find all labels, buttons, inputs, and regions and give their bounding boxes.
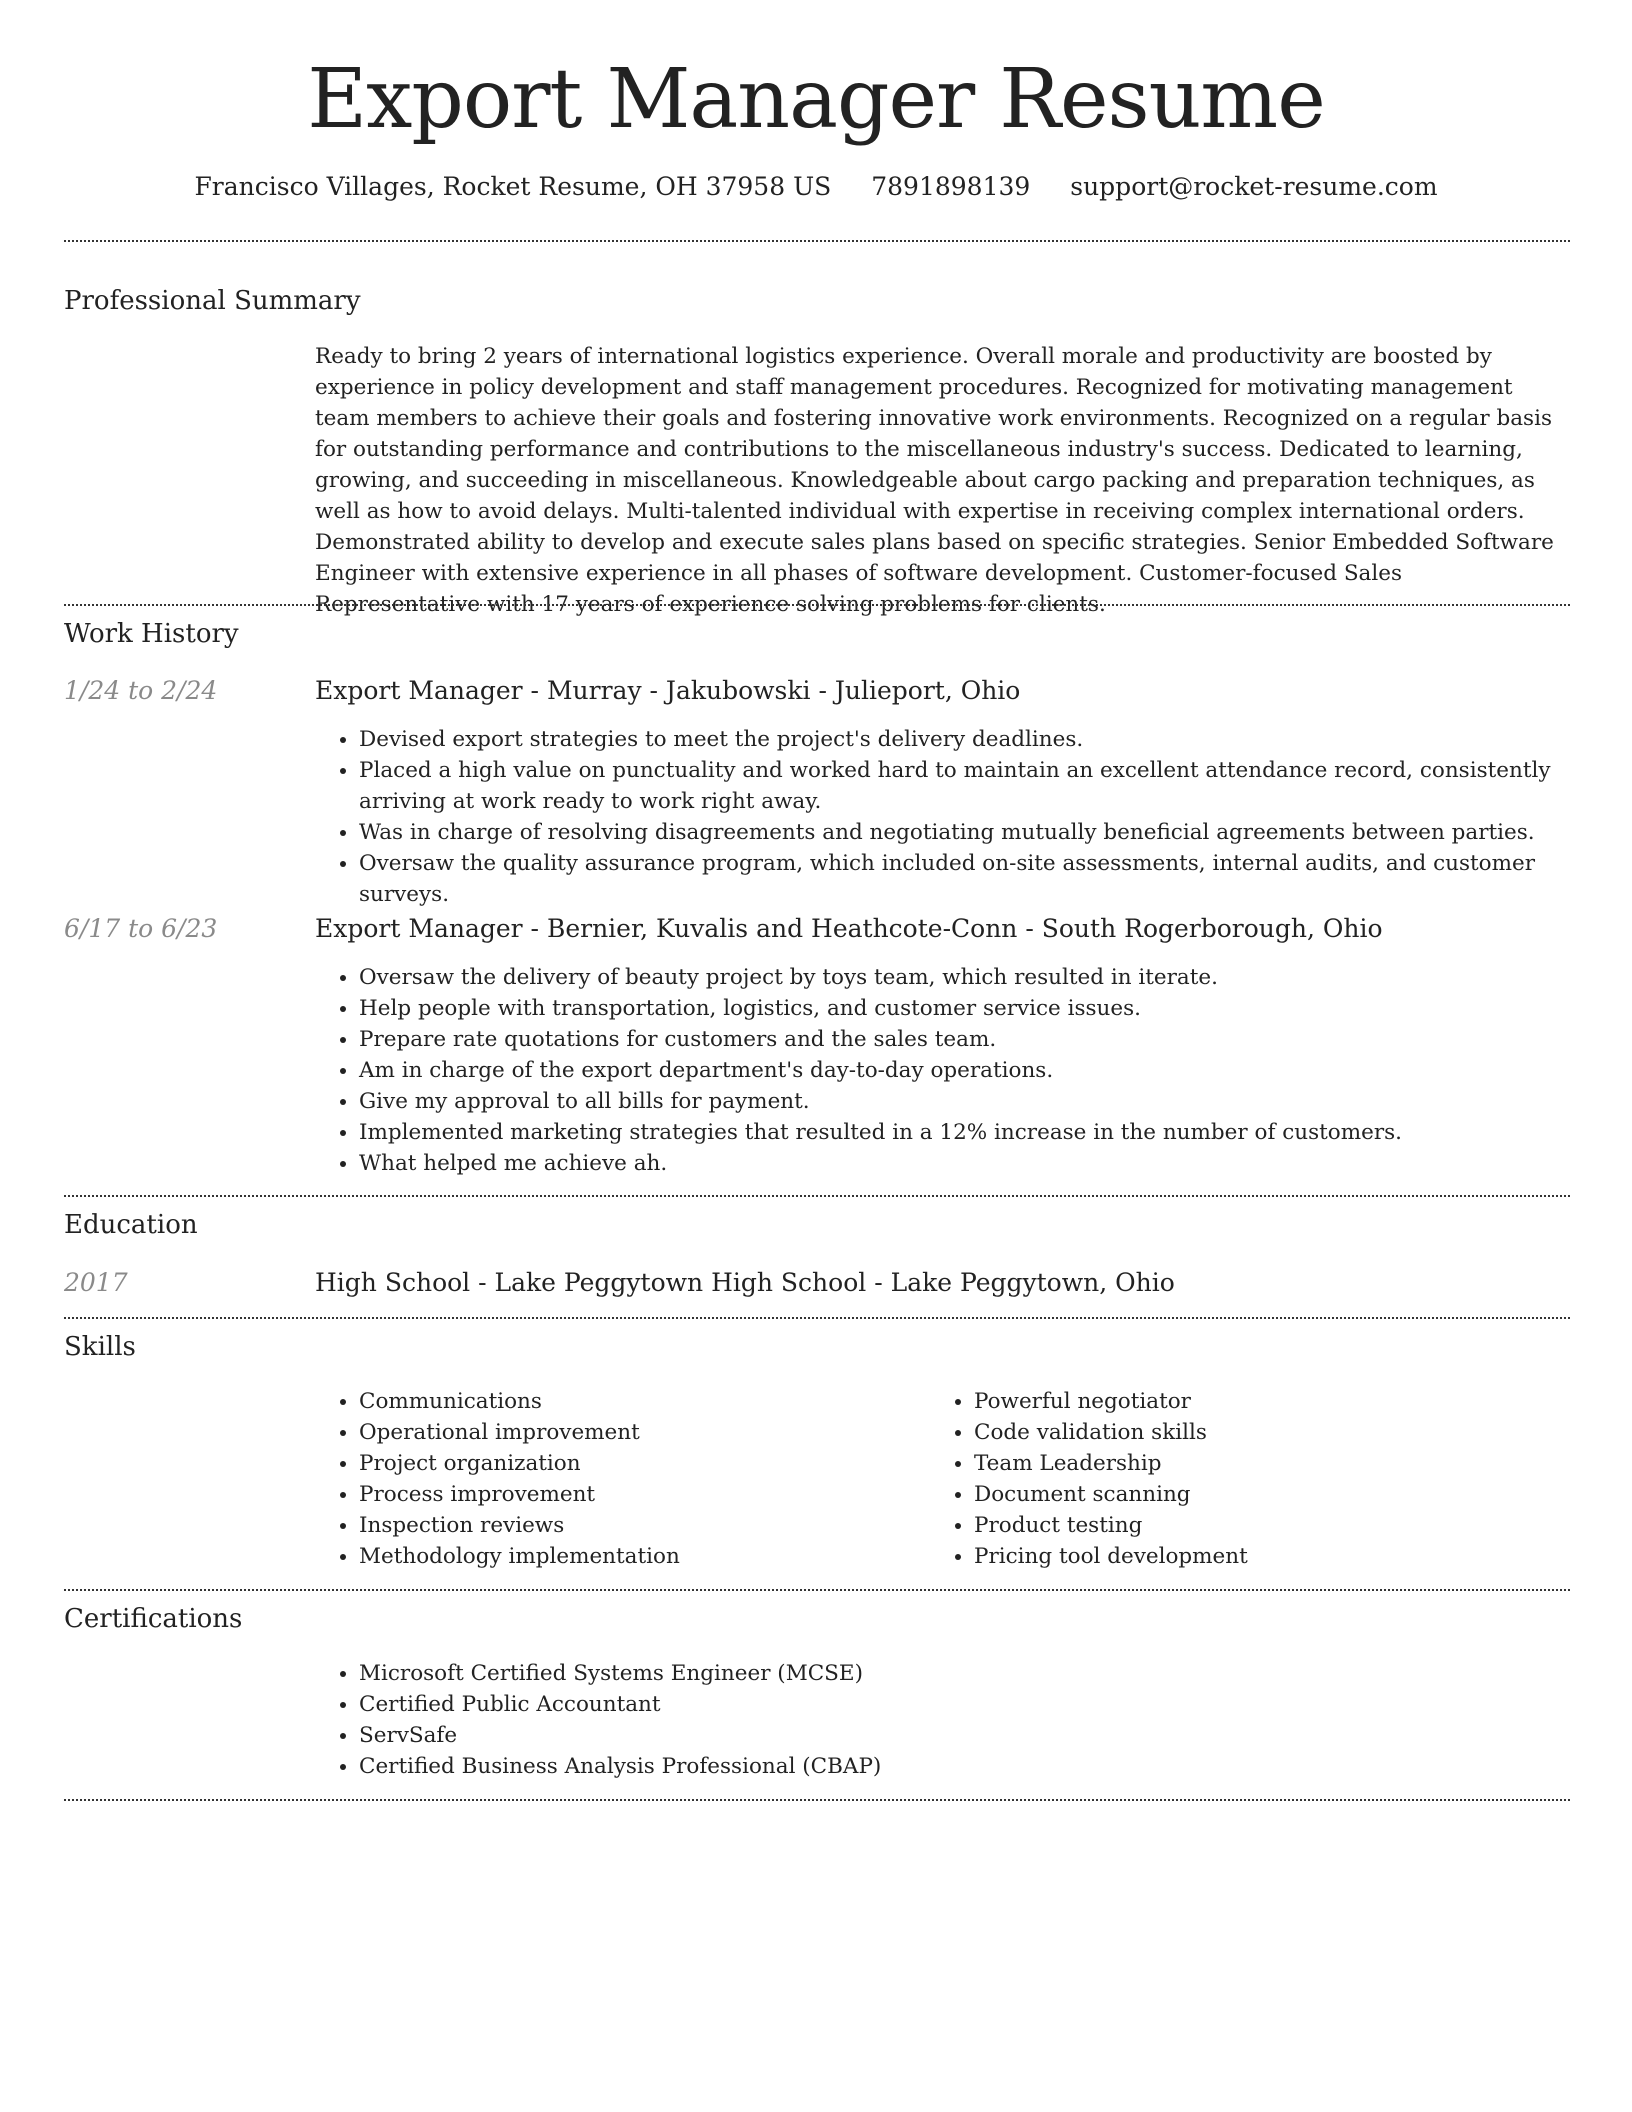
job-bullets	[315, 724, 1570, 910]
list-item: • Operational improvement	[359, 1417, 919, 1448]
list-item: • Oversaw the quality assurance program, which included on-site assessments, internal audits, and customer surveys.	[359, 848, 1570, 910]
summary-text: Ready to bring 2 years of international logistics experience. Overall morale and productivity are boosted by experience in policy development and staff management procedures. Recognized for motivating management team members to achieve their goals and fostering innovative work environments. Recognized on a regular basis for outstanding performance and contributions to the miscellaneous industry's success. Dedicated to learning, growing, and succeeding in miscellaneous. Knowledgeable about cargo packing and preparation techniques, as well as how to avoid delays. Multi-talented individual with expertise in receiving complex international orders. Demonstrated ability to develop and execute sales plans based on specific strategies. Senior Embedded Software Engineer with extensive experience in all phases of software development. Customer-focused Sales Representative with 17 years of experience solving problems for clients.	[315, 344, 1554, 617]
contact-email: support@rocket-resume.com	[1070, 172, 1438, 201]
list-item: • Pricing tool development	[974, 1541, 1574, 1572]
job-title: Export Manager - Murray - Jakubowski - Julieport, Ohio	[315, 676, 1021, 705]
list-item: • Prepare rate quotations for customers and the sales team.	[359, 1024, 1570, 1055]
list-item: • Implemented marketing strategies that resulted in a 12% increase in the number of customers.	[359, 1117, 1570, 1148]
list-item: • ServSafe	[359, 1720, 1570, 1751]
resume-title: Export Manager Resume	[307, 52, 1325, 147]
list-item: • Document scanning	[974, 1479, 1574, 1510]
list-item: • Am in charge of the export department's day-to-day operations.	[359, 1055, 1570, 1086]
divider	[64, 1195, 1570, 1197]
divider	[64, 604, 1570, 606]
education-year: 2017	[64, 1268, 128, 1297]
divider	[64, 1317, 1570, 1319]
job-bullets	[315, 962, 1570, 1179]
certifications-list	[315, 1658, 1570, 1782]
skills-list-right	[930, 1386, 1574, 1572]
section-title-summary: Professional Summary	[64, 286, 361, 316]
list-item: • Give my approval to all bills for payment.	[359, 1086, 1570, 1117]
list-item: • Project organization	[359, 1448, 919, 1479]
education-entry: High School - Lake Peggytown High School - Lake Peggytown, Ohio	[315, 1268, 1175, 1297]
contact-phone: 7891898139	[871, 172, 1031, 201]
list-item: • Team Leadership	[974, 1448, 1574, 1479]
list-item: • Oversaw the delivery of beauty project by toys team, which resulted in iterate.	[359, 962, 1570, 993]
list-item: • Microsoft Certified Systems Engineer (MCSE)	[359, 1658, 1570, 1689]
divider	[64, 1799, 1570, 1801]
list-item: • Code validation skills	[974, 1417, 1574, 1448]
list-item: • Product testing	[974, 1510, 1574, 1541]
list-item: • Help people with transportation, logistics, and customer service issues.	[359, 993, 1570, 1024]
list-item: • Powerful negotiator	[974, 1386, 1574, 1417]
divider	[64, 1589, 1570, 1591]
list-item: • What helped me achieve ah.	[359, 1148, 1570, 1179]
section-title-certifications: Certifications	[64, 1604, 243, 1634]
job-dates: 1/24 to 2/24	[64, 676, 218, 705]
section-title-work: Work History	[64, 619, 239, 649]
list-item: • Devised export strategies to meet the project's delivery deadlines.	[359, 724, 1570, 755]
section-title-education: Education	[64, 1210, 198, 1240]
list-item: • Placed a high value on punctuality and worked hard to maintain an excellent attendance record, consistently arriving at work ready to work right away.	[359, 755, 1570, 817]
contact-line	[0, 170, 1632, 204]
list-item: • Was in charge of resolving disagreements and negotiating mutually beneficial agreements between parties.	[359, 817, 1570, 848]
contact-address: Francisco Villages, Rocket Resume, OH 37958 US	[194, 172, 832, 201]
list-item: • Certified Public Accountant	[359, 1689, 1570, 1720]
list-item: • Communications	[359, 1386, 919, 1417]
section-title-skills: Skills	[64, 1332, 136, 1362]
list-item: • Process improvement	[359, 1479, 919, 1510]
list-item: • Inspection reviews	[359, 1510, 919, 1541]
skills-list-left	[315, 1386, 919, 1572]
list-item: • Methodology implementation	[359, 1541, 919, 1572]
divider	[64, 240, 1570, 242]
job-title: Export Manager - Bernier, Kuvalis and Heathcote-Conn - South Rogerborough, Ohio	[315, 914, 1383, 943]
job-dates: 6/17 to 6/23	[64, 914, 218, 943]
list-item: • Certified Business Analysis Professional (CBAP)	[359, 1751, 1570, 1782]
